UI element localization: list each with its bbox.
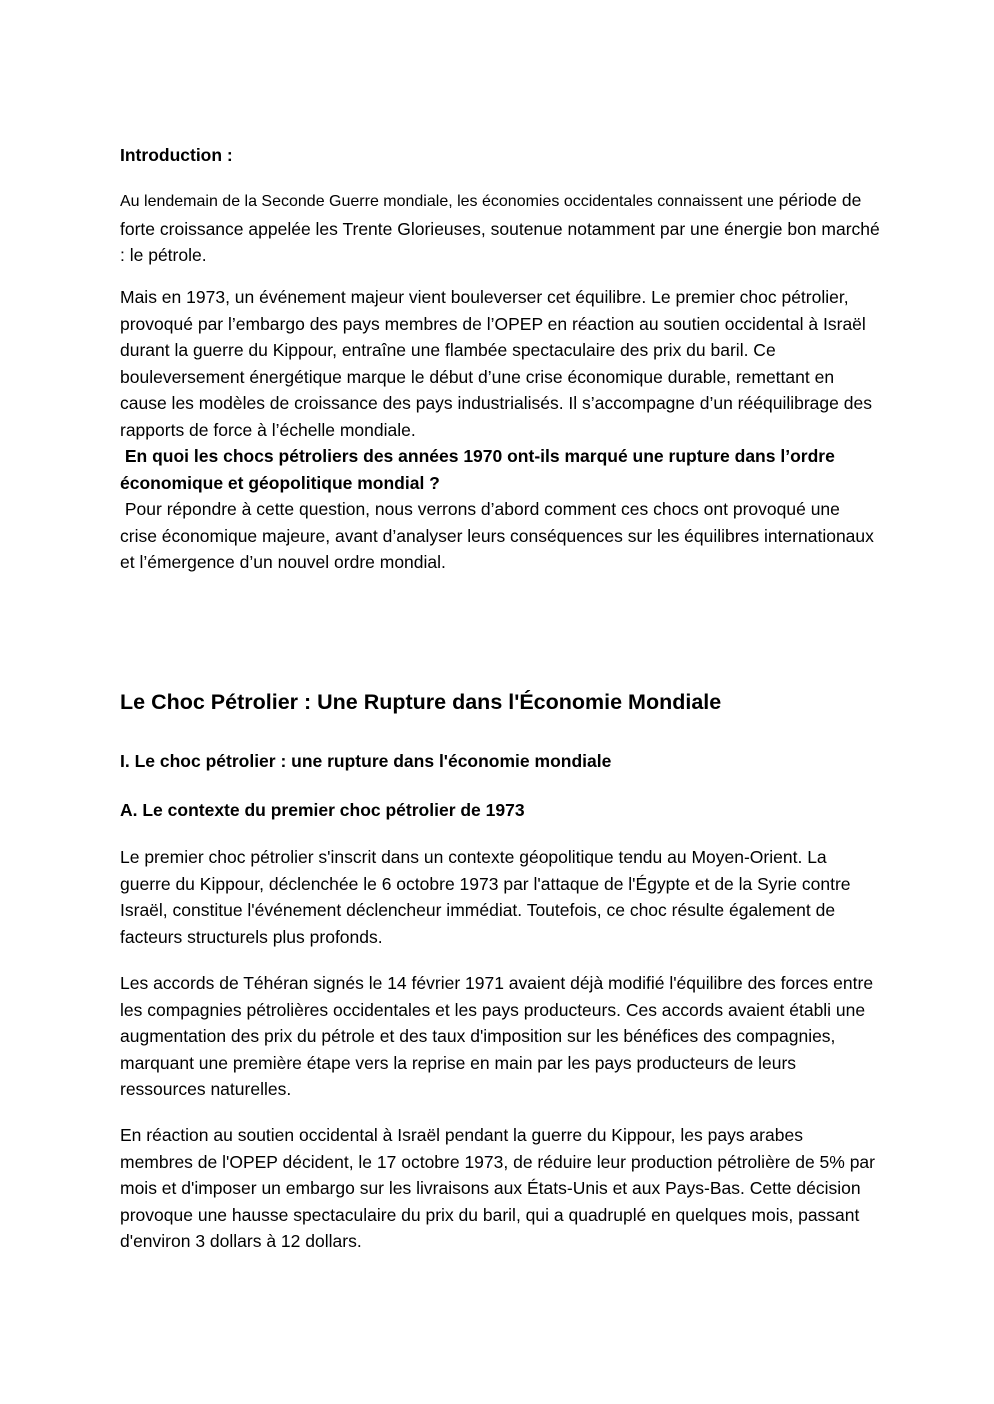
body-paragraph-1: Le premier choc pétrolier s'inscrit dans un contexte géopolitique tendu au Moyen-Orient. La guerre du Kippour, déclenchée le 6 octobre 1973 par l'attaque de l'Égypte et de la Syrie contre Israël, constitue l'événement déclencheur immédiat. Toutefois, ce choc résulte également de facteurs structurels plus profonds. (120, 847, 851, 947)
sub-heading: A. Le contexte du premier choc pétrolier de 1973 (120, 800, 525, 820)
intro-heading: Introduction : (120, 145, 233, 165)
intro-p1-text: période de forte croissance appelée les Trente Glorieuses, soutenue notamment par une énergie bon marché : le pétrole. (120, 190, 880, 265)
problematique-question: En quoi les chocs pétroliers des années 1970 ont-ils marqué une rupture dans l’ordre économique et géopolitique mondial ? (120, 446, 835, 493)
body-paragraph-2: Les accords de Téhéran signés le 14 février 1971 avaient déjà modifié l'équilibre des forces entre les compagnies pétrolières occidentales et les pays producteurs. Ces accords avaient établi une augmentation des prix du pétrole et des taux d'imposition sur les bénéfices des compagnies, marquant une première étape vers la reprise en main par les pays producteurs de leurs ressources naturelles. (120, 973, 874, 1099)
intro-p1-small-text: Au lendemain de la Seconde Guerre mondiale, les économies occidentales connaissent une (120, 193, 774, 210)
section-title: Le Choc Pétrolier : Une Rupture dans l'Économie Mondiale (120, 690, 722, 714)
intro-paragraph-1 (120, 187, 880, 269)
part-heading: I. Le choc pétrolier : une rupture dans l'économie mondiale (120, 751, 612, 771)
intro-plan-text: Pour répondre à cette question, nous verrons d’abord comment ces chocs ont provoqué une crise économique majeure, avant d’analyser leurs conséquences sur les équilibres internationaux et l’émergence d’un nouvel ordre mondial. (120, 499, 874, 572)
body-paragraph-3: En réaction au soutien occidental à Israël pendant la guerre du Kippour, les pays arabes membres de l'OPEP décident, le 17 octobre 1973, de réduire leur production pétrolière de 5% par mois et d'imposer un embargo sur les livraisons aux États-Unis et aux Pays-Bas. Cette décision provoque une hausse spectaculaire du prix du baril, qui a quadruplé en quelques mois, passant d'environ 3 dollars à 12 dollars. (120, 1125, 875, 1251)
intro-p2-text: Mais en 1973, un événement majeur vient bouleverser cet équilibre. Le premier choc pétrolier, provoqué par l’embargo des pays membres de l’OPEP en réaction au soutien occidental à Israël durant la guerre du Kippour, entraîne une flambée spectaculaire des prix du baril. Ce bouleversement énergétique marque le début d’une crise économique durable, remettant en cause les modèles de croissance des pays industrialisés. Il s’accompagne d’un rééquilibrage des rapports de force à l’échelle mondiale. (120, 287, 872, 440)
intro-paragraph-2 (120, 284, 880, 576)
